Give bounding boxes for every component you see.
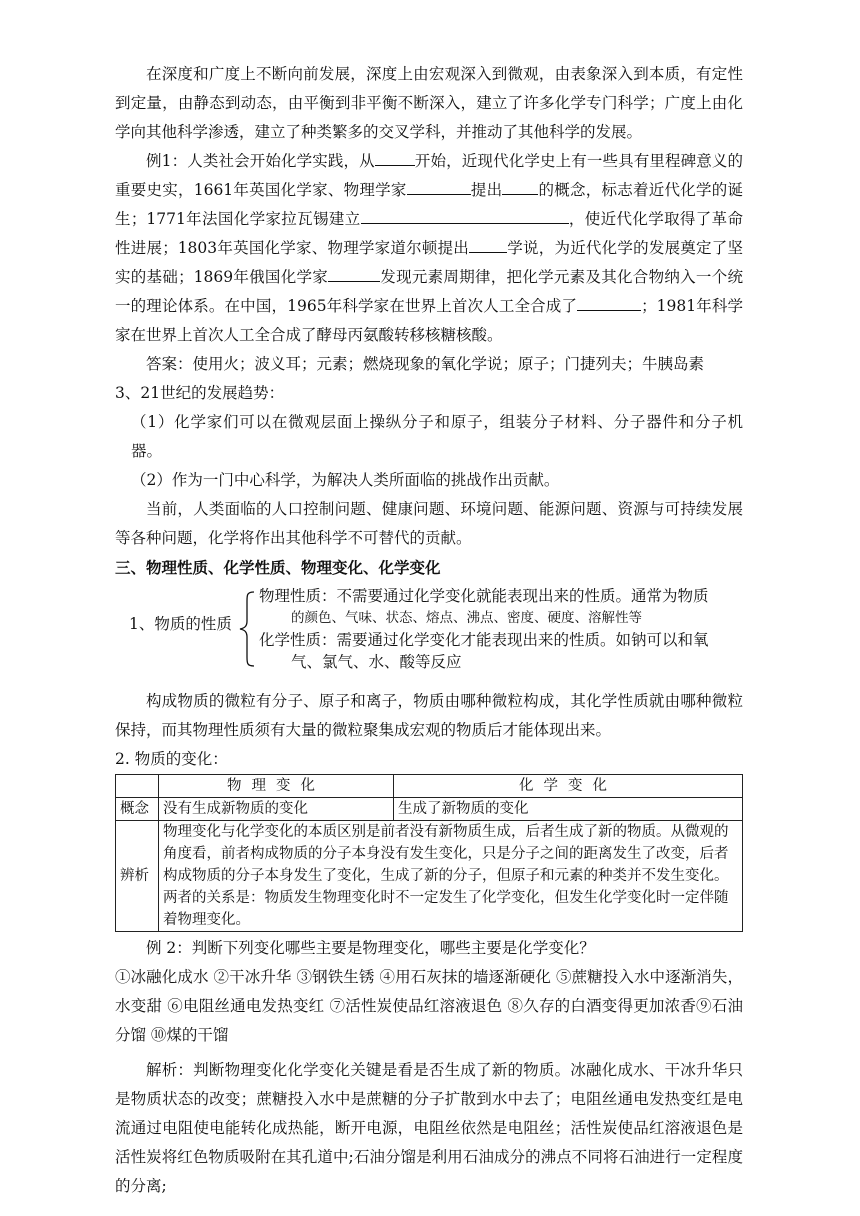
blank-3 — [502, 176, 538, 195]
physical-property: 物理性质：不需要通过化学变化就能表现出来的性质。通常为物质 — [259, 587, 709, 605]
example-1-text: 提出 — [470, 181, 503, 199]
table-row — [116, 821, 743, 932]
section-2-title: 2. 物质的变化： — [115, 750, 228, 768]
blank-5 — [469, 234, 507, 253]
example-2-title: 例 2：判断下列变化哪些主要是物理变化，哪些主要是化学变化？ — [146, 939, 595, 957]
blank-7 — [577, 292, 641, 311]
paragraph-current: 当前，人类面临的人口控制问题、健康问题、环境问题、能源问题、资源与可持续发展等各种问题，化学将作出其他科学不可替代的贡献。 — [115, 500, 743, 547]
blank-6 — [328, 263, 380, 282]
properties-label: 1、物质的性质 — [129, 615, 232, 633]
analysis-text: 物理变化与化学变化的本质区别是前者没有新物质生成，后者生成了新的物质。从微观的角度看，前者构成物质的分子本身没有发生变化，只是分子之间的距离发生了改变，后者构成物质的分子本身发生了变化，生成了新的分子，但原子和元素的种类并不发生变化。两者的关系是：物质发生物理变化时不一定发生了化学变化，但发生化学变化时一定伴随着物理变化。 — [159, 821, 743, 932]
example-1 — [115, 147, 743, 350]
row-label-concept: 概念 — [116, 798, 159, 821]
table-row — [116, 775, 743, 798]
heading-part-3: 三、物理性质、化学性质、物理变化、化学变化 — [115, 558, 441, 577]
paragraph-development: 在深度和广度上不断向前发展，深度上由宏观深入到微观，由表象深入到本质，有定性到定量，由静态到动态，由平衡到非平衡不断深入，建立了许多化学专门科学；广度上由化学向其他科学渗透，建立了种类繁多的交叉学科，并推动了其他科学的发展。 — [115, 65, 743, 141]
example-2-items: ①冰融化成水 ②干冰升华 ③钢铁生锈 ④用石灰抹的墙逐渐硬化 ⑤蔗糖投入水中逐渐消失，水变甜 ⑥电阻丝通电发热变红 ⑦活性炭使品红溶液退色 ⑧久存的白酒变得更加浓香⑨石油分馏 ⑩煤的干馏 — [115, 968, 743, 1044]
row-label-analysis: 辨析 — [116, 821, 159, 932]
table-cell-empty — [116, 775, 159, 798]
example-1-text: 发现元素周期律，把化学元素及其化合物纳入一个统一的理论体系。在中国，1965年科学家在世界上首次人工全合成了 — [115, 268, 743, 315]
blank-1 — [375, 147, 415, 166]
example-1-text: 学说，为近代化学的发展奠定了坚实的基础；1869年俄国化学家 — [115, 239, 743, 286]
table-row — [116, 798, 743, 821]
concept-chemical: 生成了新物质的变化 — [394, 798, 743, 821]
blank-2 — [407, 176, 471, 195]
trend-2: （2）作为一门中心科学，为解决人类所面临的挑战作出贡献。 — [131, 471, 560, 489]
concept-physical: 没有生成新物质的变化 — [159, 798, 394, 821]
properties-body — [259, 585, 743, 673]
example-1-text: 开始，近现代化学史上有一些具有里程碑意义的重要史实，1661年英国化学家、物理学家 — [115, 152, 743, 199]
changes-table — [115, 774, 743, 932]
table-head-chemical: 化学变化 — [394, 775, 743, 798]
properties-block — [115, 585, 743, 683]
answer-1: 答案：使用火；波义耳；元素；燃烧现象的氧化学说；原子；门捷列夫；牛胰岛素 — [146, 355, 705, 373]
chemical-property: 化学性质：需要通过化学变化才能表现出来的性质。如钠可以和氧 — [259, 631, 709, 649]
blank-4 — [361, 205, 569, 224]
left-brace-icon — [238, 591, 256, 667]
example-1-text: 例1：人类社会开始化学实践，从 — [146, 152, 375, 170]
chemical-property-cont: 气、氯气、水、酸等反应 — [291, 653, 462, 671]
example-1-text: 的概念，标志着近代化学的诞生；1771年法国化学家拉瓦锡建立 — [115, 181, 743, 228]
document-page — [115, 60, 743, 1201]
analysis-2: 解析：判断物理变化化学变化关键是看是否生成了新的物质。冰融化成水、干冰升华只是物质状态的改变；蔗糖投入水中是蔗糖的分子扩散到水中去了；电阻丝通电发热变红是电流通过电阻使电能转化成热能，断开电源，电阻丝依然是电阻丝；活性炭使品红溶液退色是活性炭将红色物质吸附在其孔道中;石油分馏是利用石油成分的沸点不同将石油进行一定程度的分离; — [115, 1061, 743, 1195]
section-3-title: 3、21世纪的发展趋势： — [115, 384, 285, 402]
example-1-text: ，使近代化学取得了革命性进展；1803年英国化学家、物理学家道尔顿提出 — [115, 210, 743, 257]
example-1-text: ；1981年科学家在世界上首次人工全合成了酵母丙氨酸转移核糖核酸。 — [115, 297, 744, 344]
trend-1: （1）化学家们可以在微观层面上操纵分子和原子，组装分子材料、分子器件和分子机器。 — [131, 413, 743, 460]
paragraph-particles: 构成物质的微粒有分子、原子和离子，物质由哪种微粒构成，其化学性质就由哪种微粒保持，而其物理性质须有大量的微粒聚集成宏观的物质后才能体现出来。 — [115, 692, 743, 739]
physical-property-cont: 的颜色、气味、状态、熔点、沸点、密度、硬度、溶解性等 — [291, 610, 642, 626]
table-head-physical: 物理变化 — [159, 775, 394, 798]
